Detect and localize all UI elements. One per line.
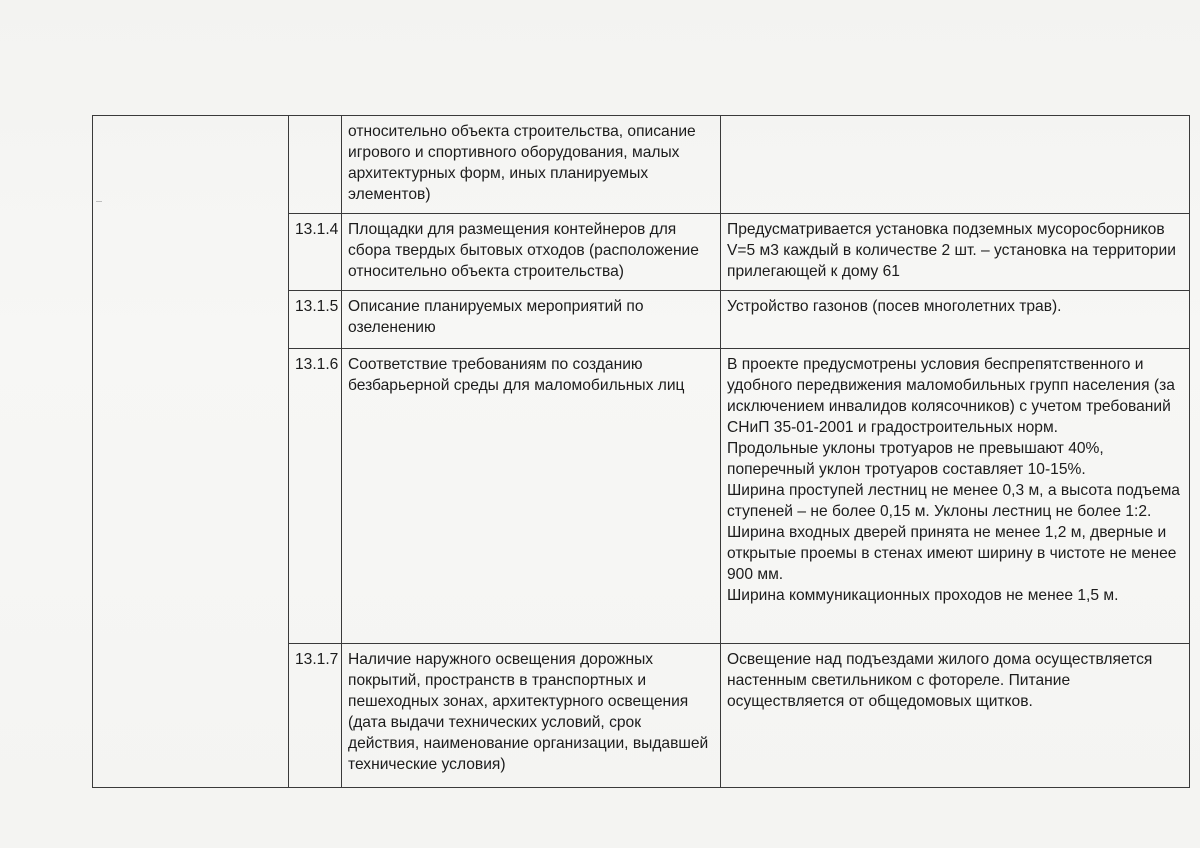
parameter-value [721,349,1190,644]
parameter-name: Описание планируемых мероприятий по озеленению [342,291,721,349]
row-number: 13.1.7 [289,644,342,788]
parameter-name: Соответствие требованиям по созданию безбарьерной среды для маломобильных лиц [342,349,721,644]
row-number: 13.1.4 [289,214,342,291]
value-paragraph: Ширина входных дверей принята не менее 1,2 м, дверные и открытые проемы в стенах имеют ширину в чистоте не менее 900 мм. [727,524,1177,583]
value-paragraph: Продольные уклоны тротуаров не превышают 40%, поперечный уклон тротуаров составляет 10-15%. [727,440,1104,478]
left-empty-column [93,116,289,788]
row-number [289,116,342,214]
project-parameters-table [92,115,1190,788]
parameter-name: относительно объекта строительства, описание игрового и спортивного оборудования, малых архитектурных форм, иных планируемых элементов) [342,116,721,214]
row-number: 13.1.6 [289,349,342,644]
parameter-value [721,291,1190,349]
value-paragraph: Устройство газонов (посев многолетних трав). [727,298,1062,315]
row-number: 13.1.5 [289,291,342,349]
parameter-value [721,214,1190,291]
value-paragraph: Освещение над подъездами жилого дома осуществляется настенным светильником с фотореле. Питание осуществляется от общедомовых щитков. [727,651,1153,710]
parameter-name: Площадки для размещения контейнеров для сбора твердых бытовых отходов (расположение относительно объекта строительства) [342,214,721,291]
value-paragraph: Ширина коммуникационных проходов не менее 1,5 м. [727,587,1119,604]
value-paragraph: Ширина проступей лестниц не менее 0,3 м, а высота подъема ступеней – не более 0,15 м. Уклоны лестниц не более 1:2. [727,482,1180,520]
value-paragraph: В проекте предусмотрены условия беспрепятственного и удобного передвижения маломобильных групп населения (за исключением инвалидов колясочников) с учетом требований СНиП 35-01-2001 и градостроительных норм. [727,356,1175,436]
table-row [93,116,1190,214]
parameter-value [721,116,1190,214]
value-paragraph: Предусматривается установка подземных мусоросборников V=5 м3 каждый в количестве 2 шт. – установка на территории прилегающей к дому 61 [727,221,1176,280]
parameter-name: Наличие наружного освещения дорожных покрытий, пространств в транспортных и пешеходных зонах, архитектурного освещения (дата выдачи технических условий, срок действия, наименование организации, выдавшей технические условия) [342,644,721,788]
parameter-value [721,644,1190,788]
